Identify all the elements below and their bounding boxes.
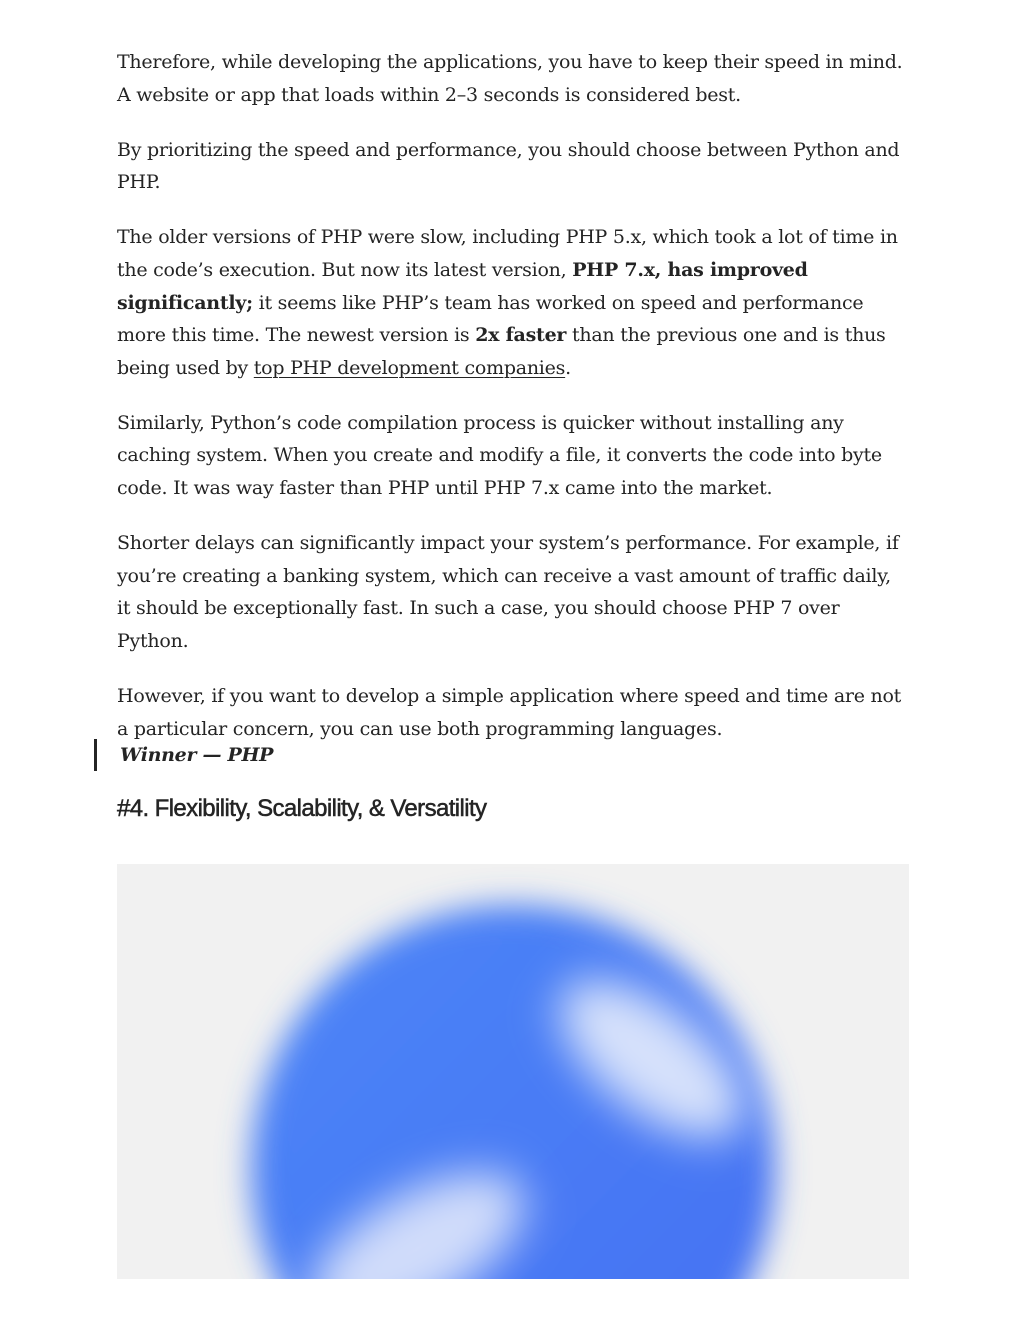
paragraph-simple-app: However, if you want to develop a simple application where speed and time are not a particular concern, you can use both programming languages.: [117, 685, 902, 740]
paragraph-text: The older versions of PHP were slow, including PHP 5.x, which took a lot of time in the code’s execution. But now its latest version,: [117, 226, 898, 281]
paragraph-text: .: [565, 356, 571, 379]
paragraph-text: it seems like PHP’s team has worked on speed and performance more this time. The newest version is: [117, 291, 864, 347]
php-companies-link[interactable]: top PHP development companies: [253, 356, 566, 379]
bold-php7-improved: PHP 7.x, has improved significantly;: [117, 258, 808, 314]
paragraph-choose-language: By prioritizing the speed and performance, you should choose between Python and PHP.: [117, 138, 900, 194]
paragraph-banking-example: Shorter delays can significantly impact your system’s performance. For example, if you’re creating a banking system, which can receive a vast amount of traffic daily, it should be exceptionally fast. In such a case, you should choose PHP 7 over Python.: [117, 532, 899, 652]
paragraph-php-versions: [117, 221, 909, 384]
article-body: [117, 46, 909, 768]
bold-2x-faster: 2x faster: [475, 324, 567, 347]
paragraph-speed-intro: Therefore, while developing the applications, you have to keep their speed in mind. A website or app that loads within 2–3 seconds is considered best.: [117, 51, 903, 106]
winner-callout: Winner — PHP: [94, 739, 273, 771]
blurred-logo-image: [117, 864, 909, 1279]
article-image: [117, 864, 909, 1279]
paragraph-text: than the previous one and is thus being used by: [117, 324, 886, 379]
paragraph-python-compilation: Similarly, Python’s code compilation process is quicker without installing any caching system. When you create and modify a file, it converts the code into byte code. It was way faster than PHP until PHP 7.x came into the market.: [117, 411, 882, 500]
section-heading: #4. Flexibility, Scalability, & Versatility: [117, 795, 487, 822]
